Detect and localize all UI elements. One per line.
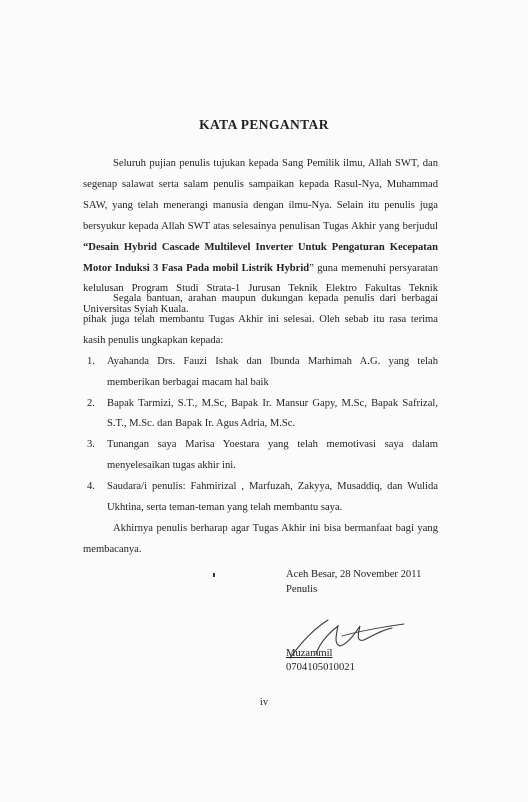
- closing-paragraph: Akhirnya penulis berharap agar Tugas Akhir ini bisa bermanfaat bagi yang membacanya.: [83, 522, 438, 555]
- list-text: Ayahanda Drs. Fauzi Ishak dan Ibunda Marhimah A.G. yang telah memberikan berbagai macam hal baik: [107, 355, 438, 388]
- list-number: 2.: [87, 397, 95, 409]
- stray-mark: [213, 573, 215, 577]
- list-number: 1.: [87, 355, 95, 367]
- list-item: [83, 394, 438, 436]
- acknowledgement-section: [83, 289, 438, 561]
- intro-text-end: ” guna memenuhi persyaratan kelulusan Program Studi Strata-1 Jurusan Teknik Elektro Fakultas Teknik Universitas Syiah Kuala.: [83, 262, 439, 316]
- list-item: [83, 435, 438, 477]
- author-id: 0704105010021: [286, 662, 355, 673]
- place-date: Aceh Besar, 28 November 2011: [286, 569, 422, 580]
- list-item: [83, 477, 438, 519]
- list-text: Tunangan saya Marisa Yoestara yang telah memotivasi saya dalam menyelesaikan tugas akhir ini.: [107, 439, 438, 472]
- signer-details: [286, 647, 355, 675]
- signature-block: [286, 567, 421, 597]
- signer-role: Penulis: [286, 584, 318, 595]
- list-text: Saudara/i penulis: Fahmirizal , Marfuzah, Zakyya, Musaddiq, dan Wulida Ukhtina, serta teman-teman yang telah membantu saya.: [107, 481, 438, 514]
- page-title: KATA PENGANTAR: [199, 117, 329, 132]
- acknowledgement-paragraph: Segala bantuan, arahan maupun dukungan kepada penulis dari berbagai pihak juga telah membantu Tugas Akhir ini selesai. Oleh sebab itu rasa terima kasih penulis ungkapkan kepada:: [83, 293, 438, 346]
- author-name: Muzammil: [286, 648, 333, 659]
- list-number: 3.: [87, 439, 95, 451]
- list-item: [83, 352, 438, 394]
- thesis-title: “Desain Hybrid Cascade Multilevel Inverter Untuk Pengaturan Kecepatan Motor Induksi 3 Fasa Pada mobil Listrik Hybrid: [83, 241, 438, 274]
- list-text: Bapak Tarmizi, S.T., M.Sc, Bapak Ir. Mansur Gapy, M.Sc, Bapak Safrizal, S.T., M.Sc. dan Bapak Ir. Agus Adria, M.Sc.: [107, 397, 438, 430]
- intro-text-start: Seluruh pujian penulis tujukan kepada Sang Pemilik ilmu, Allah SWT, dan segenap salawat serta salam penulis sampaikan kepada Rasul-Nya, Muhammad SAW, yang telah menerangi manusia dengan ilmu-Nya. Selain itu penulis juga bersyukur kepada Allah SWT atas selesainya penulisan Tugas Akhir yang berjudul: [83, 158, 438, 232]
- page-number: iv: [259, 697, 269, 708]
- list-number: 4.: [87, 481, 95, 493]
- thanks-list: [83, 352, 438, 519]
